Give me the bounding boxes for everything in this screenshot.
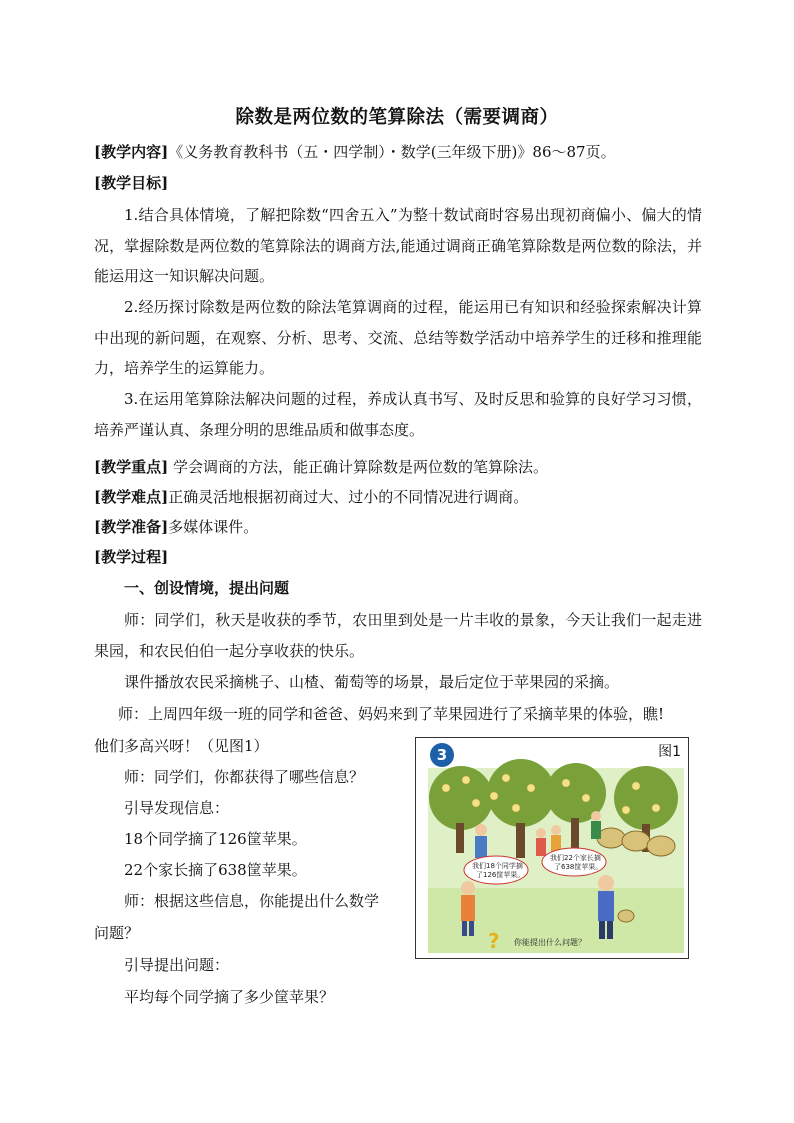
question-line-3: 18个同学摘了126筐苹果。: [124, 830, 307, 848]
key-points-text: 学会调商的方法，能正确计算除数是两位数的笔算除法。: [172, 458, 548, 476]
bubble-right-line-2: 了638筐苹果。: [554, 863, 603, 871]
orchard-illustration: [416, 738, 688, 958]
question-line-1: 师：同学们，你都获得了哪些信息？: [124, 768, 365, 786]
goal-item-1: 1.结合具体情境，了解把除数“四舍五入”为整十数试商时容易出现初商偏小、偏大的情况，掌握除数是两位数的笔算除法的调商方法,能通过调商正确笔算除数是两位数的除法，并能运用这一知识解决问题。: [94, 206, 702, 285]
question-line-5b: 问题？: [94, 924, 140, 942]
process-paragraph-3a: 师：上周四年级一班的同学和爸爸、妈妈来到了苹果园进行了采摘苹果的体验，瞧!: [118, 705, 665, 723]
difficulty-line: [94, 486, 528, 508]
process-label: [教学过程]: [94, 548, 169, 566]
prep-label: [教学准备]: [94, 518, 169, 536]
goals-label: [教学目标]: [94, 174, 169, 192]
process-paragraph-3b: 他们多高兴呀！（见图1）: [94, 737, 269, 755]
prep-line: [94, 516, 258, 538]
lesson-number-badge: 3: [430, 743, 454, 767]
question-line-7: 平均每个同学摘了多少筐苹果？: [124, 988, 335, 1006]
content-text: 《义务教育教科书（五・四学制）・数学(三年级下册)》86～87页。: [168, 143, 616, 161]
figure-label: 图1: [658, 744, 681, 760]
question-line-6: 引导提出问题：: [124, 956, 230, 974]
goal-item-3: 3.在运用笔算除法解决问题的过程，养成认真书写、及时反思和验算的良好学习习惯，培养严谨认真、条理分明的思维品质和做事态度。: [94, 390, 702, 439]
section-heading: 一、创设情境，提出问题: [124, 579, 290, 597]
difficulty-text: 正确灵活地根据初商过大、过小的不同情况进行调商。: [168, 488, 529, 506]
figure-1: [415, 737, 689, 959]
bubble-left-line-1: 我们18个同学摘: [472, 862, 523, 870]
page-title: 除数是两位数的笔算除法（需要调商）: [235, 107, 559, 128]
question-line-5a: 师：根据这些信息，你能提出什么数学: [124, 892, 380, 910]
difficulty-label: [教学难点]: [94, 488, 169, 506]
process-paragraph-2: 课件播放农民采摘桃子、山楂、葡萄等的场景，最后定位于苹果园的采摘。: [124, 673, 620, 691]
key-points-label: [教学重点]: [94, 458, 169, 476]
content-line: [94, 141, 616, 163]
goal-item-2: 2.经历探讨除数是两位数的除法笔算调商的过程，能运用已有知识和经验探索解决计算中出现的新问题，在观察、分析、思考、交流、总结等数学活动中培养学生的迁移和推理能力，培养学生的运算能力。: [94, 298, 702, 377]
question-mark-icon: ?: [488, 929, 500, 953]
speech-bubble-right: [542, 848, 606, 876]
speech-bubble-left: [464, 856, 528, 884]
process-paragraph-1: 师：同学们，秋天是收获的季节，农田里到处是一片丰收的景象，今天让我们一起走进果园，和农民伯伯一起分享收获的快乐。: [94, 611, 702, 660]
content-label: [教学内容]: [94, 143, 169, 161]
question-line-4: 22个家长摘了638筐苹果。: [124, 861, 307, 879]
figure-caption: 你能提出什么问题？: [514, 938, 586, 947]
key-points-line: [94, 456, 548, 478]
prep-text: 多媒体课件。: [168, 518, 259, 536]
bubble-right-line-1: 我们22个家长摘: [550, 854, 601, 862]
question-line-2: 引导发现信息：: [124, 799, 230, 817]
bubble-left-line-2: 了126筐苹果。: [476, 871, 525, 879]
